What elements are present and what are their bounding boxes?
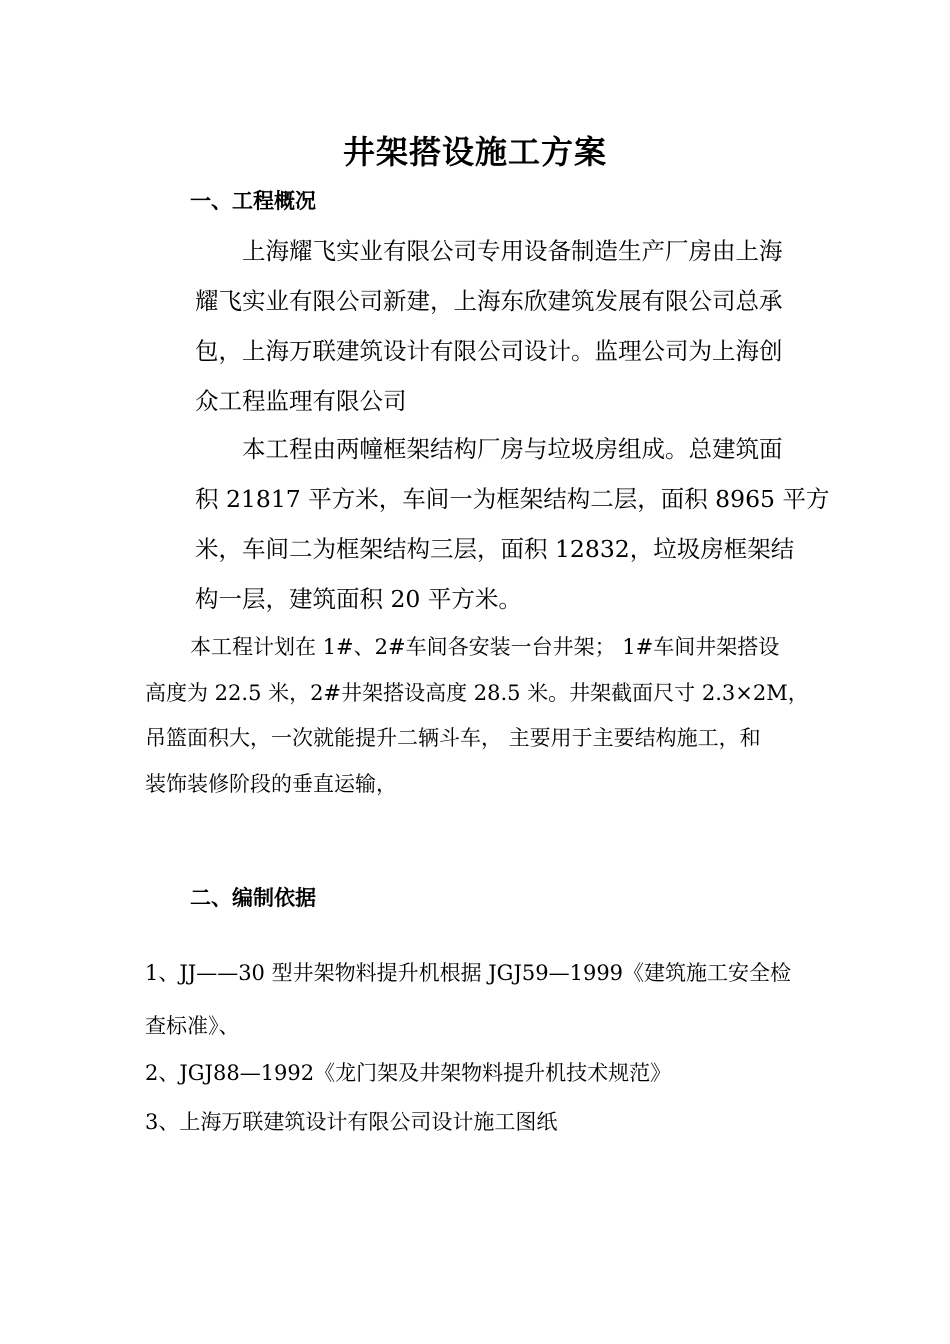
overview-paragraph-3 <box>145 625 810 807</box>
basis-item-3: 3、上海万联建筑设计有限公司设计施工图纸 <box>145 1110 558 1134</box>
paragraph-line: 米，车间二为框架结构三层，面积 12832，垃圾房框架结 <box>195 535 795 563</box>
paragraph-line: 装饰装修阶段的垂直运输， <box>145 771 397 796</box>
paragraph-line: 包，上海万联建筑设计有限公司设计。监理公司为上海创 <box>195 337 783 365</box>
section-heading-basis: 二、编制依据 <box>190 885 316 910</box>
paragraph-line: 构一层，建筑面积 20 平方米。 <box>195 585 522 613</box>
paragraph-line: 众工程监理有限公司 <box>195 387 407 415</box>
paragraph-line: 高度为 22.5 米，2#井架搭设高度 28.5 米。井架截面尺寸 2.3×2M， <box>145 680 809 705</box>
paragraph-line: 积 21817 平方米，车间一为框架结构二层，面积 8965 平方 <box>195 485 830 513</box>
paragraph-line: 耀飞实业有限公司新建，上海东欣建筑发展有限公司总承 <box>195 287 783 315</box>
paragraph-line: 本工程计划在 1#、2#车间各安装一台井架； 1#车间井架搭设 <box>190 635 780 659</box>
paragraph-line: 上海耀飞实业有限公司专用设备制造生产厂房由上海 <box>242 237 783 265</box>
overview-paragraph-2 <box>195 424 830 624</box>
basis-item-1-continued: 查标准》、 <box>145 1014 240 1038</box>
section-heading-overview: 一、工程概况 <box>190 188 316 213</box>
document-title: 井架搭设施工方案 <box>342 133 607 171</box>
basis-item-1: 1、JJ——30 型井架物料提升机根据 JGJ59—1999《建筑施工安全检 <box>145 961 792 985</box>
paragraph-line: 本工程由两幢框架结构厂房与垃圾房组成。总建筑面 <box>242 435 783 463</box>
basis-item-2: 2、JGJ88—1992《龙门架及井架物料提升机技术规范》 <box>145 1061 672 1085</box>
overview-paragraph-1 <box>195 226 810 426</box>
paragraph-line: 吊篮面积大，一次就能提升二辆斗车， 主要用于主要结构施工，和 <box>145 726 761 750</box>
